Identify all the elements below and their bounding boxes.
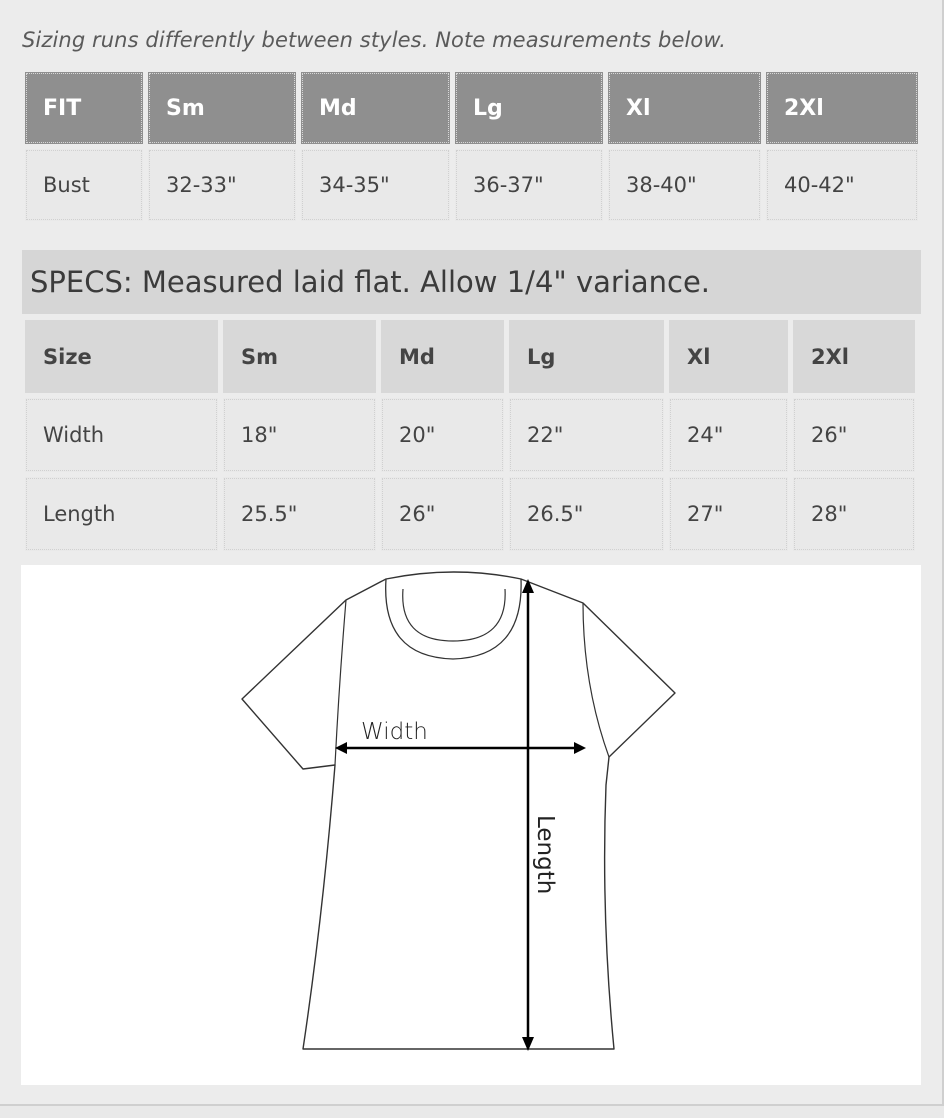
fit-header-xl: Xl: [608, 72, 761, 144]
length-label: Length: [25, 477, 218, 551]
length-label-text: Length: [532, 815, 558, 895]
fit-header-row: [25, 72, 918, 144]
fit-header-sm: Sm: [148, 72, 296, 144]
width-xl: 24": [669, 398, 788, 472]
table-row: [25, 149, 918, 221]
bust-lg: 36-37": [455, 149, 603, 221]
specs-heading: SPECS: Measured laid flat. Allow 1/4" variance.: [22, 250, 921, 314]
table-row: [25, 477, 915, 551]
width-label: Width: [25, 398, 218, 472]
width-lg: 22": [509, 398, 664, 472]
length-sm: 25.5": [223, 477, 376, 551]
length-2xl: 28": [793, 477, 915, 551]
tshirt-outline: [242, 572, 675, 1049]
width-md: 20": [381, 398, 504, 472]
specs-header-xl: Xl: [669, 320, 788, 393]
width-label-text: Width: [361, 719, 428, 745]
specs-header-size: Size: [25, 320, 218, 393]
specs-table: [20, 315, 920, 556]
specs-header-row: [25, 320, 915, 393]
bust-md: 34-35": [301, 149, 450, 221]
specs-header-md: Md: [381, 320, 504, 393]
fit-header-label: FIT: [25, 72, 143, 144]
fit-header-md: Md: [301, 72, 450, 144]
fit-header-lg: Lg: [455, 72, 603, 144]
fit-table: [20, 67, 923, 226]
sizing-note: Sizing runs differently between styles. Note measurements below.: [22, 28, 727, 52]
tshirt-illustration: [21, 565, 921, 1085]
length-xl: 27": [669, 477, 788, 551]
length-md: 26": [381, 477, 504, 551]
width-2xl: 26": [793, 398, 915, 472]
tshirt-diagram: [21, 565, 921, 1085]
specs-header-sm: Sm: [223, 320, 376, 393]
bust-label: Bust: [25, 149, 143, 221]
specs-header-lg: Lg: [509, 320, 664, 393]
width-sm: 18": [223, 398, 376, 472]
bust-xl: 38-40": [608, 149, 761, 221]
table-row: [25, 398, 915, 472]
length-lg: 26.5": [509, 477, 664, 551]
specs-header-2xl: 2Xl: [793, 320, 915, 393]
bust-2xl: 40-42": [766, 149, 918, 221]
bust-sm: 32-33": [148, 149, 296, 221]
fit-header-2xl: 2Xl: [766, 72, 918, 144]
